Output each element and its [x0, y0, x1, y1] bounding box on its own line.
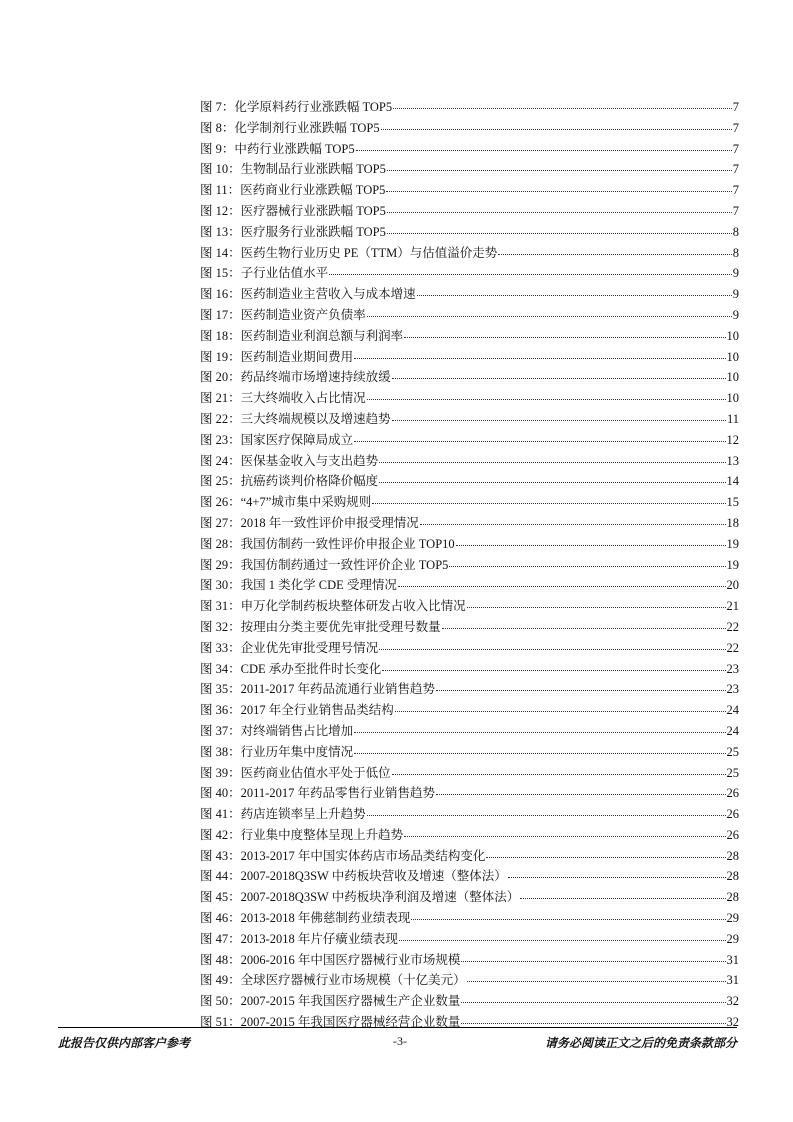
toc-entry-title: 图 10：生物制品行业涨跌幅 TOP5	[200, 162, 386, 177]
dot-leader	[356, 140, 732, 151]
dot-leader	[486, 847, 725, 858]
toc-entry-page: 20	[726, 578, 739, 593]
toc-entry-page: 9	[732, 287, 739, 302]
toc-entry[interactable]	[200, 430, 739, 451]
toc-entry-page: 7	[732, 100, 739, 114]
dot-leader	[520, 888, 725, 899]
toc-entry-title: 图 31：申万化学制药板块整体研发占收入比情况	[200, 599, 466, 614]
dot-leader	[467, 597, 726, 608]
toc-entry-title: 图 48：2006-2016 年中国医疗器械行业市场规模	[200, 952, 461, 967]
toc-entry-title: 图 50：2007-2015 年我国医疗器械生产企业数量	[200, 994, 461, 1009]
toc-entry[interactable]	[200, 763, 739, 784]
toc-entry-page: 32	[726, 994, 739, 1009]
dot-leader	[386, 181, 731, 192]
toc-entry[interactable]	[200, 1012, 739, 1033]
toc-entry[interactable]	[200, 263, 739, 284]
toc-entry-title: 图 44：2007-2018Q3SW 中药板块营收及增速（整体法）	[200, 869, 507, 884]
toc-entry-page: 26	[726, 807, 739, 822]
footer-disclaimer-right: 请务必阅读正文之后的免责条款部分	[544, 1036, 737, 1050]
toc-entry-page: 7	[732, 162, 739, 177]
toc-entry[interactable]	[200, 97, 739, 118]
toc-entry[interactable]	[200, 617, 739, 638]
dot-leader	[461, 992, 725, 1003]
toc-entry-title: 图 15：子行业估值水平	[200, 266, 329, 281]
toc-entry-page: 23	[726, 682, 739, 697]
toc-entry-title: 图 32：按理由分类主要优先审批受理号数量	[200, 619, 441, 634]
dot-leader	[467, 971, 726, 982]
toc-entry[interactable]	[200, 950, 739, 971]
toc-entry-page: 26	[726, 827, 739, 842]
dot-leader	[354, 722, 725, 733]
toc-entry[interactable]	[200, 742, 739, 763]
toc-entry[interactable]	[200, 159, 739, 180]
toc-entry-title: 图 8：化学制剂行业涨跌幅 TOP5	[200, 120, 380, 135]
dot-leader	[436, 680, 726, 691]
dot-leader	[354, 743, 725, 754]
toc-entry-title: 图 28：我国仿制药一致性评价申报企业 TOP10	[200, 536, 455, 551]
toc-entry[interactable]	[200, 866, 739, 887]
toc-entry[interactable]	[200, 679, 739, 700]
toc-entry-title: 图 22：三大终端规模以及增速趋势	[200, 411, 391, 426]
toc-entry[interactable]	[200, 513, 739, 534]
toc-entry[interactable]	[200, 991, 739, 1012]
dot-leader	[392, 368, 726, 379]
toc-entry[interactable]	[200, 367, 739, 388]
toc-entry-title: 图 7：化学原料药行业涨跌幅 TOP5	[200, 100, 393, 114]
toc-entry[interactable]	[200, 887, 739, 908]
toc-entry-page: 10	[726, 328, 739, 343]
toc-entry[interactable]	[200, 180, 739, 201]
toc-entry[interactable]	[200, 492, 739, 513]
dot-leader	[372, 493, 725, 504]
dot-leader	[417, 285, 732, 296]
toc-entry-title: 图 36：2017 年全行业销售品类结构	[200, 703, 394, 718]
toc-entry[interactable]	[200, 929, 739, 950]
toc-entry[interactable]	[200, 721, 739, 742]
dot-leader	[456, 535, 726, 546]
toc-entry[interactable]	[200, 139, 739, 160]
toc-entry-page: 28	[726, 848, 739, 863]
toc-entry[interactable]	[200, 846, 739, 867]
toc-entry[interactable]	[200, 596, 739, 617]
toc-entry-title: 图 37：对终端销售占比增加	[200, 723, 354, 738]
toc-entry-page: 12	[726, 432, 739, 447]
dot-leader	[399, 930, 726, 941]
toc-entry[interactable]	[200, 243, 739, 264]
toc-entry-title: 图 33：企业优先审批受理号情况	[200, 640, 379, 655]
toc-entry[interactable]	[200, 825, 739, 846]
toc-entry-page: 24	[726, 703, 739, 718]
toc-entry-title: 图 21：三大终端收入占比情况	[200, 391, 366, 406]
toc-entry[interactable]	[200, 534, 739, 555]
toc-entry-title: 图 23：国家医疗保障局成立	[200, 432, 354, 447]
dot-leader	[354, 431, 725, 442]
toc-entry-page: 14	[726, 474, 739, 489]
toc-entry[interactable]	[200, 700, 739, 721]
toc-entry-title: 图 25：抗癌药谈判价格降价幅度	[200, 474, 379, 489]
dot-leader	[367, 805, 726, 816]
toc-entry-page: 29	[726, 911, 739, 926]
toc-entry-title: 图 38：行业历年集中度情况	[200, 744, 354, 759]
toc-entry-title: 图 14：医药生物行业历史 PE（TTM）与估值溢价走势	[200, 245, 498, 260]
dot-leader	[404, 826, 725, 837]
toc-entry[interactable]	[200, 409, 739, 430]
toc-entry-title: 图 13：医疗服务行业涨跌幅 TOP5	[200, 224, 386, 239]
toc-entry-page: 26	[726, 786, 739, 801]
toc-entry-page: 7	[732, 120, 739, 135]
toc-entry-page: 19	[726, 557, 739, 572]
dot-leader	[387, 202, 732, 213]
dot-leader	[404, 327, 725, 338]
page-number: -3-	[393, 1034, 407, 1048]
toc-entry[interactable]	[200, 284, 739, 305]
dot-leader	[449, 556, 725, 567]
toc-entry-title: 图 16：医药制造业主营收入与成本增速	[200, 287, 416, 302]
toc-entry-page: 21	[726, 599, 739, 614]
toc-entry-page: 23	[726, 661, 739, 676]
dot-leader	[395, 701, 726, 712]
toc-entry[interactable]	[200, 783, 739, 804]
toc-entry-page: 25	[726, 765, 739, 780]
toc-entry-page: 7	[732, 183, 739, 198]
dot-leader	[387, 160, 732, 171]
toc-entry-title: 图 30：我国 1 类化学 CDE 受理情况	[200, 578, 397, 593]
dot-leader	[436, 784, 726, 795]
dot-leader	[392, 410, 726, 421]
toc-entry-title: 图 43：2013-2017 年中国实体药店市场品类结构变化	[200, 848, 486, 863]
toc-entry-title: 图 39：医药商业估值水平处于低位	[200, 765, 391, 780]
toc-entry-title: 图 12：医疗器械行业涨跌幅 TOP5	[200, 203, 386, 218]
toc-entry-page: 28	[726, 869, 739, 884]
toc-entry[interactable]	[200, 305, 739, 326]
toc-entry[interactable]	[200, 659, 739, 680]
toc-entry-title: 图 11：医药商业行业涨跌幅 TOP5	[200, 183, 386, 198]
table-of-figures	[200, 97, 739, 1033]
toc-entry-page: 13	[726, 453, 739, 468]
toc-entry-title: 图 45：2007-2018Q3SW 中药板块净利润及增速（整体法）	[200, 890, 520, 905]
toc-entry-page: 15	[726, 495, 739, 510]
toc-entry-page: 11	[726, 411, 739, 426]
toc-entry-page: 24	[726, 723, 739, 738]
toc-entry-page: 9	[732, 307, 739, 322]
toc-entry-title: 图 51：2007-2015 年我国医疗器械经营企业数量	[200, 1015, 461, 1030]
toc-entry-title: 图 29：我国仿制药通过一致性评价企业 TOP5	[200, 557, 449, 572]
toc-entry-title: 图 42：行业集中度整体呈现上升趋势	[200, 827, 404, 842]
dot-leader	[367, 306, 732, 317]
toc-entry-title: 图 18：医药制造业利润总额与利润率	[200, 328, 404, 343]
dot-leader	[381, 119, 732, 130]
toc-entry-page: 32	[726, 1015, 739, 1030]
toc-entry[interactable]	[200, 388, 739, 409]
toc-entry-title: 图 17：医药制造业资产负债率	[200, 307, 366, 322]
dot-leader	[398, 576, 726, 587]
dot-leader	[442, 618, 726, 629]
dot-leader	[498, 244, 732, 255]
dot-leader	[379, 639, 725, 650]
toc-entry[interactable]	[200, 908, 739, 929]
toc-entry-title: 图 46：2013-2018 年佛慈制药业绩表现	[200, 911, 411, 926]
toc-entry-page: 8	[732, 224, 739, 239]
toc-entry-page: 25	[726, 744, 739, 759]
toc-entry-title: 图 27：2018 年一致性评价申报受理情况	[200, 515, 419, 530]
dot-leader	[354, 348, 725, 359]
toc-entry-title: 图 34：CDE 承办至批件时长变化	[200, 661, 382, 676]
toc-entry-title: 图 47：2013-2018 年片仔癀业绩表现	[200, 931, 398, 946]
toc-entry-title: 图 41：药店连锁率呈上升趋势	[200, 807, 366, 822]
toc-entry[interactable]	[200, 804, 739, 825]
toc-entry-page: 22	[726, 619, 739, 634]
dot-leader	[461, 951, 725, 962]
toc-entry-page: 19	[726, 536, 739, 551]
dot-leader	[420, 514, 726, 525]
dot-leader	[508, 867, 726, 878]
toc-entry-page: 10	[726, 349, 739, 364]
dot-leader	[461, 1013, 725, 1024]
toc-entry-page: 10	[726, 370, 739, 385]
toc-entry[interactable]	[200, 970, 739, 991]
toc-entry-page: 8	[732, 245, 739, 260]
toc-entry-page: 18	[726, 515, 739, 530]
toc-entry-page: 7	[732, 141, 739, 156]
toc-entry[interactable]	[200, 201, 739, 222]
dot-leader	[387, 223, 732, 234]
footer-divider	[58, 1027, 737, 1028]
toc-entry-title: 图 49：全球医疗器械行业市场规模（十亿美元）	[200, 973, 466, 988]
toc-entry[interactable]	[200, 222, 739, 243]
toc-entry-title: 图 19：医药制造业期间费用	[200, 349, 354, 364]
toc-entry[interactable]	[200, 555, 739, 576]
toc-entry-page: 29	[726, 931, 739, 946]
toc-entry-page: 10	[726, 391, 739, 406]
toc-entry-title: 图 35：2011-2017 年药品流通行业销售趋势	[200, 682, 435, 697]
toc-entry-page: 22	[726, 640, 739, 655]
dot-leader	[382, 660, 725, 671]
toc-entry[interactable]	[200, 471, 739, 492]
toc-entry-page: 7	[732, 203, 739, 218]
dot-leader	[329, 264, 732, 275]
toc-entry-page: 31	[726, 952, 739, 967]
dot-leader	[379, 452, 725, 463]
toc-entry-title: 图 40：2011-2017 年药品零售行业销售趋势	[200, 786, 435, 801]
toc-entry[interactable]	[200, 451, 739, 472]
toc-entry-page: 31	[726, 973, 739, 988]
toc-entry[interactable]	[200, 118, 739, 139]
toc-entry-title: 图 24：医保基金收入与支出趋势	[200, 453, 379, 468]
toc-entry-page: 9	[732, 266, 739, 281]
dot-leader	[411, 909, 725, 920]
dot-leader	[379, 472, 725, 483]
footer-disclaimer-left: 此报告仅供内部客户参考	[58, 1036, 191, 1050]
toc-entry-title: 图 9：中药行业涨跌幅 TOP5	[200, 141, 355, 156]
toc-entry[interactable]	[200, 575, 739, 596]
toc-entry-title: 图 20：药品终端市场增速持续放缓	[200, 370, 391, 385]
toc-entry[interactable]	[200, 638, 739, 659]
toc-entry[interactable]	[200, 326, 739, 347]
dot-leader	[392, 764, 726, 775]
toc-entry-title: 图 26：“4+7”城市集中采购规则	[200, 495, 372, 510]
dot-leader	[393, 98, 732, 109]
dot-leader	[367, 389, 726, 400]
toc-entry[interactable]	[200, 347, 739, 368]
toc-entry-page: 28	[726, 890, 739, 905]
